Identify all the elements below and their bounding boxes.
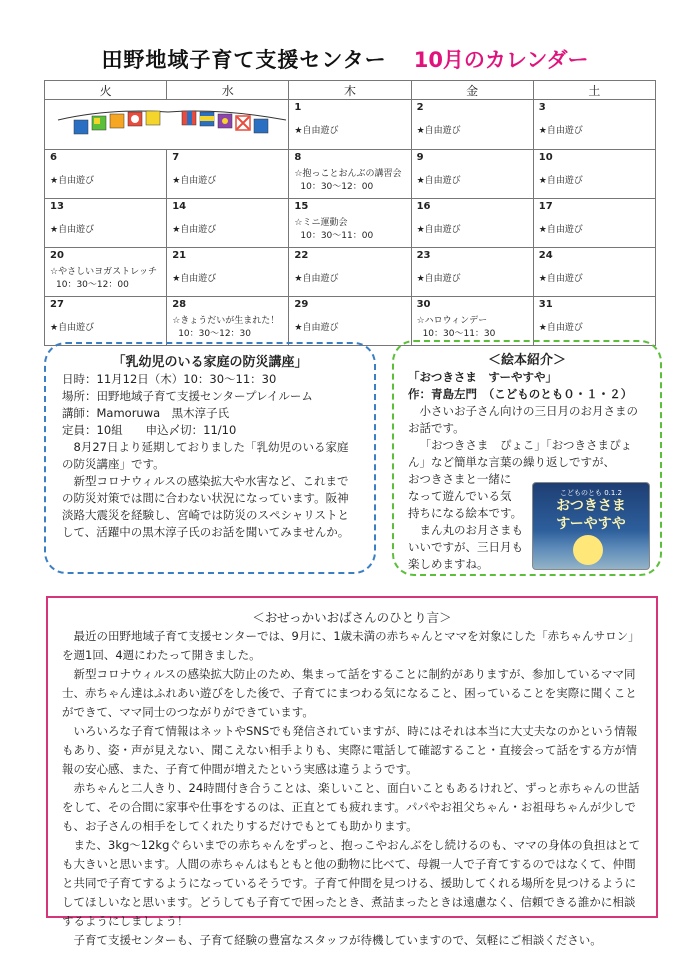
day-cell (289, 297, 411, 346)
day-number: 29 (294, 299, 309, 310)
week-row-3 (45, 199, 656, 248)
day-activity: ☆やさしいヨガストレッチ (50, 267, 157, 277)
column-title: ＜おせっかいおばさんのひとり言＞ (252, 610, 452, 625)
month-title: 10月のカレンダー (413, 48, 589, 72)
day-activity: ★自由遊び (294, 323, 339, 333)
day-cell (45, 150, 167, 199)
day-activity: ☆ハロウィンデー (416, 316, 488, 326)
page-header (0, 44, 690, 74)
week-row-5 (45, 297, 656, 346)
bousai-lecturer: 講師：Mamoruwa 黒木淳子氏 (62, 406, 230, 420)
day-number: 6 (50, 152, 57, 163)
day-activity: ★自由遊び (172, 176, 217, 186)
day-activity: ★自由遊び (416, 225, 461, 235)
column-paragraph: また、3kg〜12kgぐらいまでの赤ちゃんをずっと、抱っこやおんぶをし続けるのも、ママの身体の負担はとても大きいと思います。人間の赤ちゃんはもともと他の動物に比べて、母親一人で子育てするのではなくて、仲間と共同で子育てするようになっているそうです。子育て仲間を見つける、援助してくれる場所を見つけるようにしてほしいなと思います。どうしても子育てで困ったとき、煮詰まったときは遠慮なく、信頼できる誰かに相談するようにしましょう！ (62, 838, 641, 928)
column-box (46, 596, 658, 947)
day-activity: ☆きょうだいが生まれた！ (172, 316, 280, 326)
book-paragraph-line: 持ちになる絵本です。 (408, 506, 523, 520)
weekday-header-row (45, 81, 656, 100)
bunting-flags-icon (50, 102, 294, 144)
day-cell (533, 248, 655, 297)
day-activity: ★自由遊び (172, 225, 217, 235)
day-activity: ★自由遊び (416, 176, 461, 186)
day-activity: ★自由遊び (50, 323, 95, 333)
book-name: 「おつきさま すーやすや」 (408, 370, 558, 384)
day-activity: ☆ミニ運動会 (294, 218, 348, 228)
bousai-date: 日時：11月12日（木）10：30〜11：30 (62, 372, 277, 386)
day-cell (289, 150, 411, 199)
day-activity: ★自由遊び (50, 176, 95, 186)
book-cover-image (532, 482, 650, 570)
day-number: 23 (416, 250, 431, 261)
weekday-tue: 火 (45, 81, 167, 100)
event-time: 10：30〜11：30 (422, 329, 496, 339)
day-number: 17 (538, 201, 553, 212)
day-number: 30 (416, 299, 431, 310)
column-paragraph: 子育て支援センターも、子育て経験の豊富なスタッフが待機していますので、気軽にご相談ください。 (73, 933, 602, 947)
day-number: 28 (172, 299, 187, 310)
day-cell (45, 297, 167, 346)
book-paragraph: 「おつきさま ぴょこ」「おつきさまぴょん」など簡単な言葉の繰り返しですが、 (408, 438, 633, 469)
week-row-2 (45, 150, 656, 199)
book-paragraph: 小さいお子さん向けの三日月のお月さまのお話です。 (408, 404, 638, 435)
book-cover-series: こどものとも 0.1.2 (559, 489, 623, 497)
day-cell (533, 199, 655, 248)
page-title: 田野地域子育て支援センター (101, 48, 387, 72)
day-number: 7 (172, 152, 180, 163)
bousai-place: 場所：田野地域子育て支援センタープレイルーム (62, 389, 313, 403)
event-time: 10：30〜12：00 (56, 280, 129, 290)
day-number: 24 (538, 250, 553, 261)
day-activity: ☆抱っことおんぶの講習会 (294, 169, 402, 179)
day-activity: ★自由遊び (538, 323, 583, 333)
day-activity: ★自由遊び (538, 126, 583, 136)
bunting-decoration (45, 100, 289, 150)
day-number: 20 (50, 250, 64, 261)
column-paragraph: 赤ちゃんと二人きり、24時間付き合うことは、楽しいこと、面白いこともあるけれど、ずっと赤ちゃんの世話をして、その合間に家事や仕事をするのは、正直とても疲れます。パパやお祖父ちゃん・お祖母ちゃんが少しでも、お子さんの相手をしてくれたりするだけでもとても助かります。 (62, 781, 640, 833)
day-number: 31 (538, 299, 553, 310)
book-cover-title (539, 497, 643, 533)
day-number: 16 (416, 201, 431, 212)
column-paragraph: 新型コロナウィルスの感染拡大防止のため、集まって話をすることに制約がありますが、参加しているママ同士、赤ちゃん達はふれあい遊びをした後で、子育てにまつわる気になること、困っていることを実際に聞くことができて、ママ同士のつながりができています。 (62, 667, 637, 719)
bousai-title: 「乳幼児のいる家庭の防災講座」 (112, 355, 308, 370)
day-cell (411, 150, 533, 199)
day-cell (533, 100, 655, 150)
day-cell (45, 248, 167, 297)
day-activity: ★自由遊び (538, 176, 583, 186)
book-paragraph-line: なって遊んでいる気 (408, 489, 512, 503)
day-number: 22 (294, 250, 309, 261)
weekday-thu: 木 (289, 81, 411, 100)
book-paragraph-line: 楽しめますね。 (408, 557, 489, 571)
book-paragraph-line: いいですが、三日月も (408, 540, 523, 554)
day-cell (533, 150, 655, 199)
day-activity: ★自由遊び (416, 126, 461, 136)
event-time: 10：30〜12：30 (178, 329, 251, 339)
day-number: 1 (294, 102, 302, 113)
day-cell (411, 297, 533, 346)
event-time: 10：30〜12：00 (300, 182, 374, 192)
day-activity: ★自由遊び (538, 225, 583, 235)
weekday-wed: 水 (167, 81, 289, 100)
day-cell (167, 297, 289, 346)
day-number: 9 (416, 152, 424, 163)
day-activity: ★自由遊び (50, 225, 95, 235)
column-paragraph: いろいろな子育て情報はネットやSNSでも発信されていますが、時にはそれは本当に大丈夫なのかという情報もあり、姿・声が見えない、聞こえない相手よりも、実際に電話して確認すること・直接会って話をする方が情報の安心感、また、子育て仲間が増えたという実感は違うようです。 (62, 724, 638, 776)
day-cell (289, 100, 411, 150)
day-cell (411, 199, 533, 248)
week-row-4 (45, 248, 656, 297)
day-activity: ★自由遊び (416, 274, 461, 284)
day-cell (167, 150, 289, 199)
moon-icon (573, 535, 603, 565)
day-activity: ★自由遊び (172, 274, 217, 284)
book-paragraph-line: おつきさまと一緒に (408, 472, 512, 486)
day-number: 15 (294, 201, 309, 212)
day-activity: ★自由遊び (294, 126, 339, 136)
book-paragraph-line: まん丸のお月さまも (419, 523, 523, 537)
book-cover-title-line: すーやすや (556, 516, 626, 532)
day-number: 10 (538, 152, 553, 163)
day-number: 21 (172, 250, 187, 261)
weekday-sat: 土 (533, 81, 655, 100)
day-number: 13 (50, 201, 64, 212)
book-cover-title-line: おつきさま (556, 498, 626, 514)
day-number: 3 (538, 102, 546, 113)
bousai-course-box (44, 342, 376, 574)
day-cell (289, 248, 411, 297)
day-cell (289, 199, 411, 248)
day-number: 8 (294, 152, 302, 163)
day-cell (167, 199, 289, 248)
day-cell (45, 199, 167, 248)
day-activity: ★自由遊び (538, 274, 583, 284)
bousai-paragraph: 8月27日より延期しておりました「乳幼児のいる家庭の防災講座」です。 (62, 440, 349, 471)
day-cell (167, 248, 289, 297)
day-activity: ★自由遊び (294, 274, 339, 284)
book-intro-box (392, 340, 662, 576)
day-cell (411, 248, 533, 297)
day-number: 2 (416, 102, 424, 113)
day-number: 14 (172, 201, 187, 212)
calendar-table (44, 80, 656, 346)
bousai-capacity: 定員：10組 申込〆切：11/10 (62, 423, 237, 437)
column-paragraph: 最近の田野地域子育て支援センターでは、9月に、1歳未満の赤ちゃんとママを対象にした「赤ちゃんサロン」を週1回、4週にわたって開きました。 (62, 629, 640, 662)
event-time: 10：30〜11：00 (300, 231, 374, 241)
weekday-fri: 金 (411, 81, 533, 100)
week-row-1 (45, 100, 656, 150)
book-section-title: ＜絵本紹介＞ (487, 353, 566, 368)
day-number: 27 (50, 299, 64, 310)
day-cell (533, 297, 655, 346)
book-author: 作：青島左門 （こどものとも０・１・２） (408, 387, 633, 401)
day-cell (411, 100, 533, 150)
bousai-paragraph: 新型コロナウィルスの感染拡大や水害など、これまでの防災対策では間に合わない状況になっています。阪神淡路大震災を経験し、宮崎では防災のスペシャリストとして、活躍中の黒木淳子氏のお話を聞いてみませんか。 (62, 474, 350, 539)
